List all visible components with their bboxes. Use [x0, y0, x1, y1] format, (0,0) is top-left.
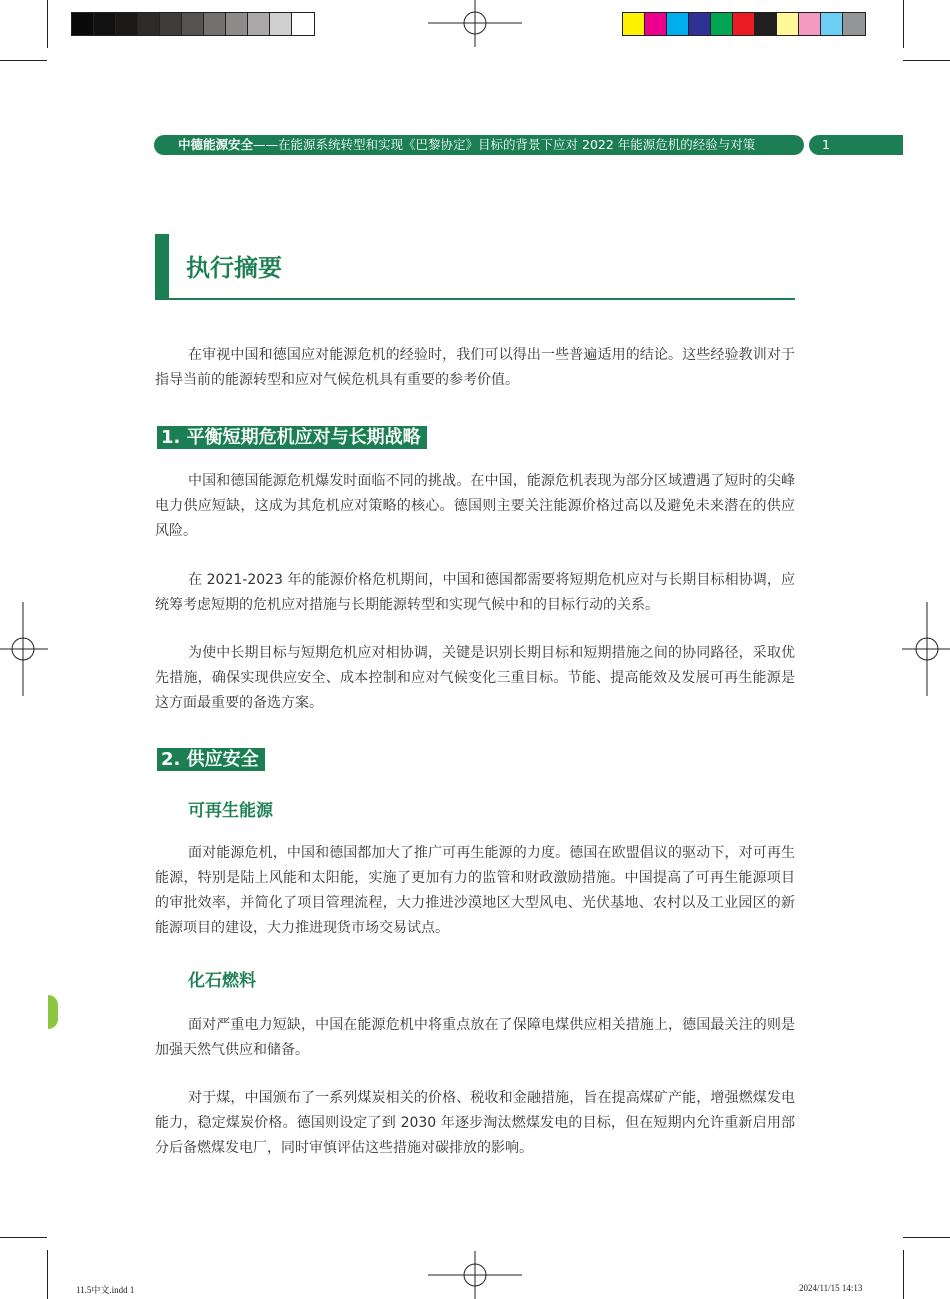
page-number-tab — [809, 135, 903, 155]
section1-paragraph: 在 2021-2023 年的能源价格危机期间，中国和德国都需要将短期危机应对与长期目标相协调，应统筹考虑短期的危机应对措施与长期能源转型和实现气候中和的目标行动的关系。 — [155, 572, 795, 613]
section-heading-1: 1. 平衡短期危机应对与长期战略 — [157, 426, 427, 449]
color-swatch — [116, 13, 138, 35]
color-swatch — [645, 13, 667, 35]
fossil-paragraph: 面对严重电力短缺，中国在能源危机中将重点放在了保障电煤供应相关措施上，德国最关注的则是加强天然气供应和储备。 — [155, 1017, 795, 1058]
registration-mark-left — [0, 602, 48, 696]
footer-timestamp: 2024/11/15 14:13 — [799, 1283, 863, 1293]
registration-mark-top — [428, 0, 522, 48]
crop-mark — [903, 1237, 950, 1238]
renewables-paragraph: 面对能源危机，中国和德国都加大了推广可再生能源的力度。德国在欧盟倡议的驱动下，对可再生能源，特别是陆上风能和太阳能，实施了更加有力的监管和财政激励措施。中国提高了可再生能源项目的审批效率，并简化了项目管理流程，大力推进沙漠地区大型风电、光伏基地、农村以及工业园区的新能源项目的建设，大力推进现货市场交易试点。 — [155, 845, 795, 936]
section1-paragraph: 为使中长期目标与短期危机应对相协调，关键是识别长期目标和短期措施之间的协同路径，采取优先措施，确保实现供应安全、成本控制和应对气候变化三重目标。节能、提高能效及发展可再生能源是这方面最重要的备选方案。 — [155, 645, 795, 711]
section1-paragraph: 中国和德国能源危机爆发时面临不同的挑战。在中国，能源危机表现为部分区域遭遇了短时的尖峰电力供应短缺，这成为其危机应对策略的核心。德国则主要关注能源价格过高以及避免未来潜在的供应风险。 — [155, 473, 795, 539]
heading-accent-bar — [155, 234, 169, 300]
color-swatch — [667, 13, 689, 35]
intro-paragraph: 在审视中国和德国应对能源危机的经验时，我们可以得出一些普遍适用的结论。这些经验教训对于指导当前的能源转型和应对气候危机具有重要的参考价值。 — [155, 347, 795, 388]
crop-mark — [903, 0, 904, 48]
crop-mark — [0, 60, 47, 61]
color-swatch — [689, 13, 711, 35]
footer-file-name: 11.5中文.indd 1 — [76, 1285, 135, 1295]
color-swatch — [160, 13, 182, 35]
color-swatch — [94, 13, 116, 35]
color-swatch — [821, 13, 843, 35]
running-header — [154, 135, 804, 155]
fossil-paragraph: 对于煤，中国颁布了一系列煤炭相关的价格、税收和金融措施，旨在提高煤矿产能，增强燃煤发电能力，稳定煤炭价格。德国则设定了到 2030 年逐步淘汰燃煤发电的目标，但在短期内允许重新启用部分后备燃煤发电厂，同时审慎评估这些措施对碳排放的影响。 — [155, 1090, 795, 1156]
color-swatch — [623, 13, 645, 35]
color-swatch — [270, 13, 292, 35]
color-swatch — [72, 13, 94, 35]
subheading-renewables: 可再生能源 — [188, 801, 273, 821]
section-heading-2: 2. 供应安全 — [157, 748, 265, 771]
crop-mark — [47, 0, 48, 48]
crop-mark — [0, 1237, 47, 1238]
color-swatch — [755, 13, 777, 35]
side-tab-marker — [48, 995, 58, 1029]
crop-mark — [903, 60, 950, 61]
header-title-bold: 中德能源安全 — [178, 137, 254, 152]
color-swatch — [204, 13, 226, 35]
process-color-bar — [622, 12, 866, 36]
page-number: 1 — [822, 137, 830, 152]
color-swatch — [226, 13, 248, 35]
registration-mark-bottom — [428, 1251, 522, 1299]
color-swatch — [248, 13, 270, 35]
registration-mark-right — [902, 602, 950, 696]
page-title: 执行摘要 — [186, 254, 282, 282]
crop-mark — [47, 1250, 48, 1299]
color-swatch — [733, 13, 755, 35]
grayscale-color-bar — [71, 12, 315, 36]
color-swatch — [292, 13, 314, 35]
color-swatch — [138, 13, 160, 35]
color-swatch — [799, 13, 821, 35]
color-swatch — [777, 13, 799, 35]
color-swatch — [182, 13, 204, 35]
heading-rule — [155, 298, 795, 300]
color-swatch — [711, 13, 733, 35]
color-swatch — [843, 13, 865, 35]
crop-mark — [903, 1250, 904, 1299]
header-title-rest: ——在能源系统转型和实现《巴黎协定》目标的背景下应对 2022 年能源危机的经验与对策 — [253, 137, 756, 152]
subheading-fossil-fuels: 化石燃料 — [188, 971, 256, 991]
